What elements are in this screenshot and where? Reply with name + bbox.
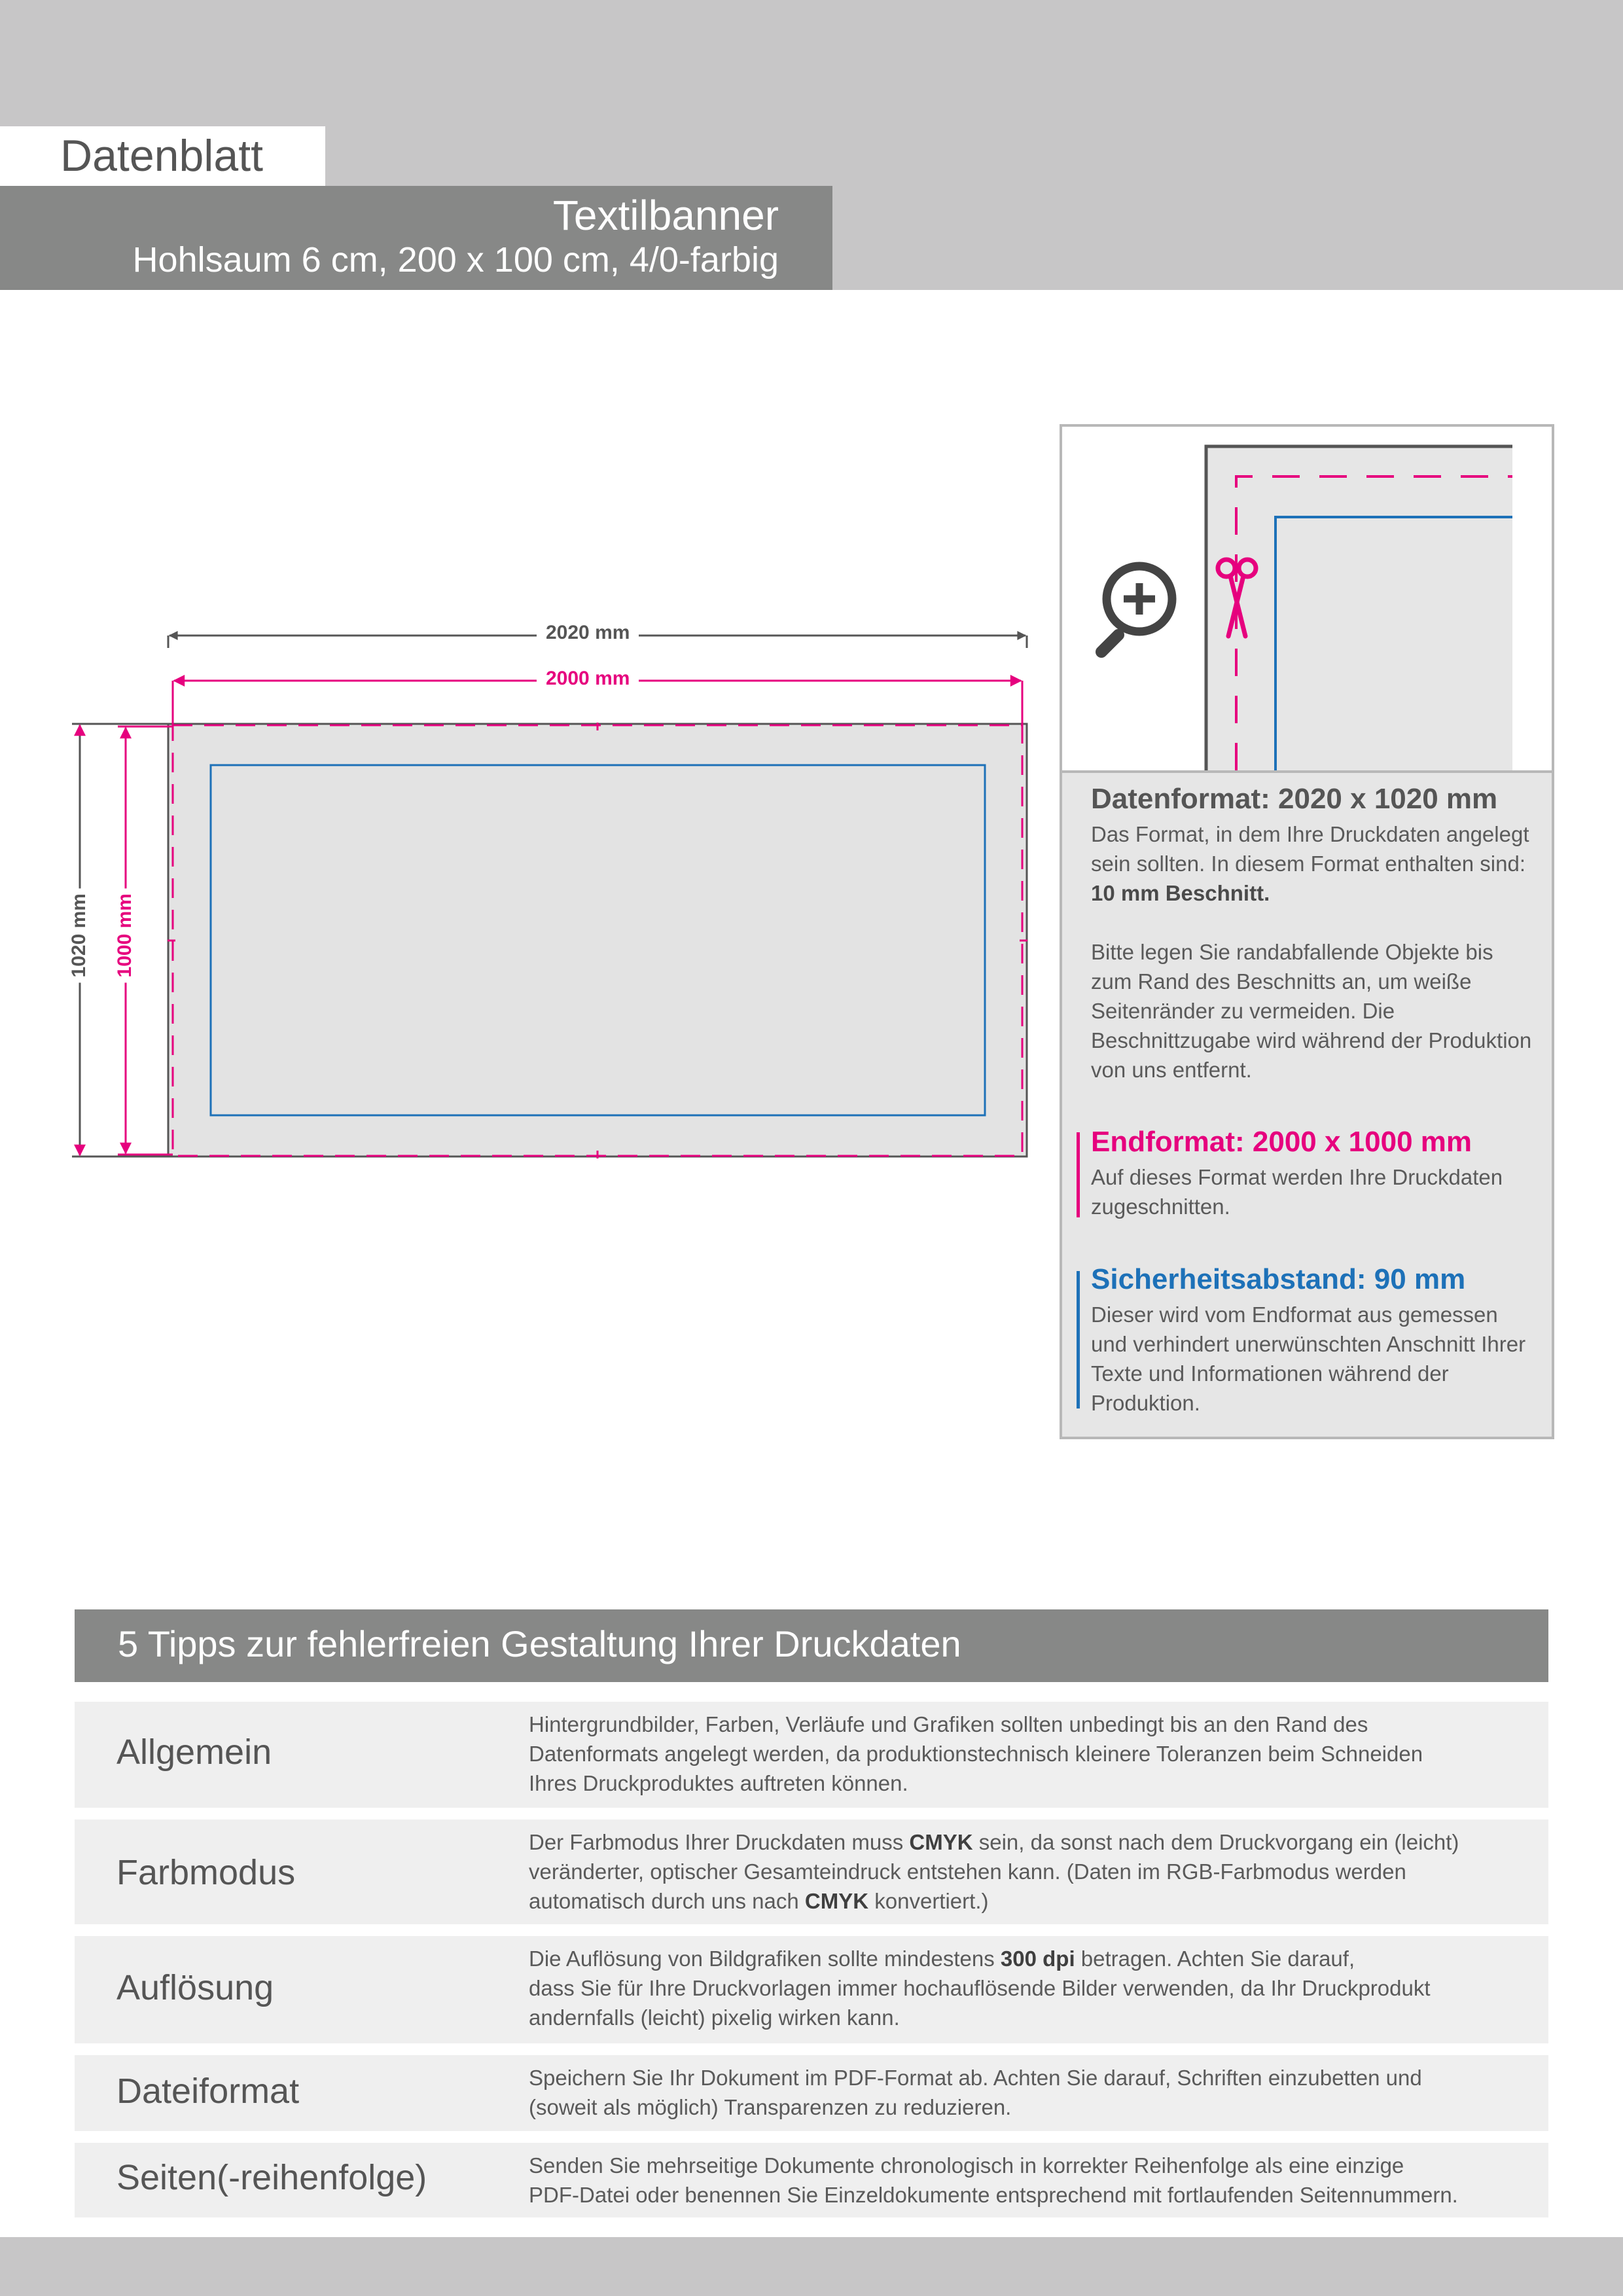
tips-header <box>75 1609 1548 1682</box>
endformat-marker <box>1077 1132 1080 1217</box>
product-subtitle: Hohlsaum 6 cm, 200 x 100 cm, 4/0-farbig <box>132 240 779 279</box>
footer-band <box>0 2237 1623 2296</box>
info-box <box>1060 424 1554 1439</box>
data-format-area <box>168 724 1027 1157</box>
tip-label: Auflösung <box>116 1968 274 2007</box>
datenformat-heading: Datenformat: 2020 x 1020 mm <box>1091 783 1498 815</box>
tip-label: Allgemein <box>116 1732 272 1772</box>
product-title: Textilbanner <box>552 192 779 239</box>
doc-label: Datenblatt <box>60 131 263 181</box>
tip-text: Der Farbmodus Ihrer Druckdaten muss CMYK sein, da sonst nach dem Druckvorgang ein (leicht) veränderter, optischer Gesamteindruck entstehen kann. (Daten im RGB-Farbmodus werden automatisch durch uns nach CMYK konvertiert.) <box>529 1830 1459 1913</box>
height-outer-label: 1020 mm <box>68 888 90 982</box>
zoom-detail <box>1062 427 1552 773</box>
tip-label: Dateiformat <box>116 2072 300 2111</box>
width-inner-label: 2000 mm <box>537 668 639 690</box>
height-inner-label: 1000 mm <box>114 888 136 982</box>
sicherheit-marker <box>1077 1271 1080 1408</box>
sicherheit-text: Dieser wird vom Endformat aus gemessen und verhindert unerwünschten Anschnitt Ihrer Texte und Informationen während der Produktion. <box>1091 1302 1526 1415</box>
tip-row-farbmodus <box>75 1820 1548 1924</box>
tips-title: 5 Tipps zur fehlerfreien Gestaltung Ihrer Druckdaten <box>118 1623 961 1664</box>
endformat-text: Auf dieses Format werden Ihre Druckdaten zugeschnitten. <box>1091 1165 1503 1219</box>
tip-text: Hintergrundbilder, Farben, Verläufe und Grafiken sollten unbedingt bis an den Rand des Datenformats angelegt werden, da produktionstechnisch kleinere Toleranzen beim Schneiden Ihres Druckproduktes auftreten können. <box>529 1712 1423 1795</box>
endformat-heading: Endformat: 2000 x 1000 mm <box>1091 1126 1472 1158</box>
tip-text: Senden Sie mehrseitige Dokumente chronologisch in korrekter Reihenfolge als eine einzige PDF-Datei oder benennen Sie Einzeldokumente entsprechend mit fortlaufenden Seitennummern. <box>529 2153 1458 2207</box>
zoom-in-icon <box>1101 566 1172 652</box>
tip-text: Speichern Sie Ihr Dokument im PDF-Format ab. Achten Sie darauf, Schriften einzubetten und (soweit als möglich) Transparenzen zu reduzieren. <box>529 2066 1422 2119</box>
tip-text: Die Auflösung von Bildgrafiken sollte mindestens 300 dpi betragen. Achten Sie darauf, dass Sie für Ihre Druckvorlagen immer hochauflösende Bilder verwenden, da Ihr Druckprodukt andernfalls (leicht) pixelig wirken kann. <box>529 1946 1431 2030</box>
tip-label: Seiten(-reihenfolge) <box>116 2158 427 2197</box>
width-outer-label: 2020 mm <box>537 622 639 644</box>
tip-row-dateiformat <box>75 2055 1548 2131</box>
tip-row-seiten <box>75 2143 1548 2217</box>
format-diagram <box>0 0 1047 1211</box>
sicherheit-heading: Sicherheitsabstand: 90 mm <box>1091 1263 1466 1295</box>
datenformat-text: Das Format, in dem Ihre Druckdaten angelegt sein sollten. In diesem Format enthalten sind: 10 mm Beschnitt. <box>1091 822 1529 905</box>
zoom-detail-graphic <box>1062 427 1552 770</box>
datenformat-text-2: Bitte legen Sie randabfallende Objekte bis zum Rand des Beschnitts an, um weiße Seitenränder zu vermeiden. Die Beschnittzugabe wird während der Produktion von uns entfernt. <box>1091 940 1532 1082</box>
tip-row-allgemein <box>75 1702 1548 1808</box>
tip-label: Farbmodus <box>116 1853 296 1892</box>
tip-row-aufloesung <box>75 1936 1548 2043</box>
